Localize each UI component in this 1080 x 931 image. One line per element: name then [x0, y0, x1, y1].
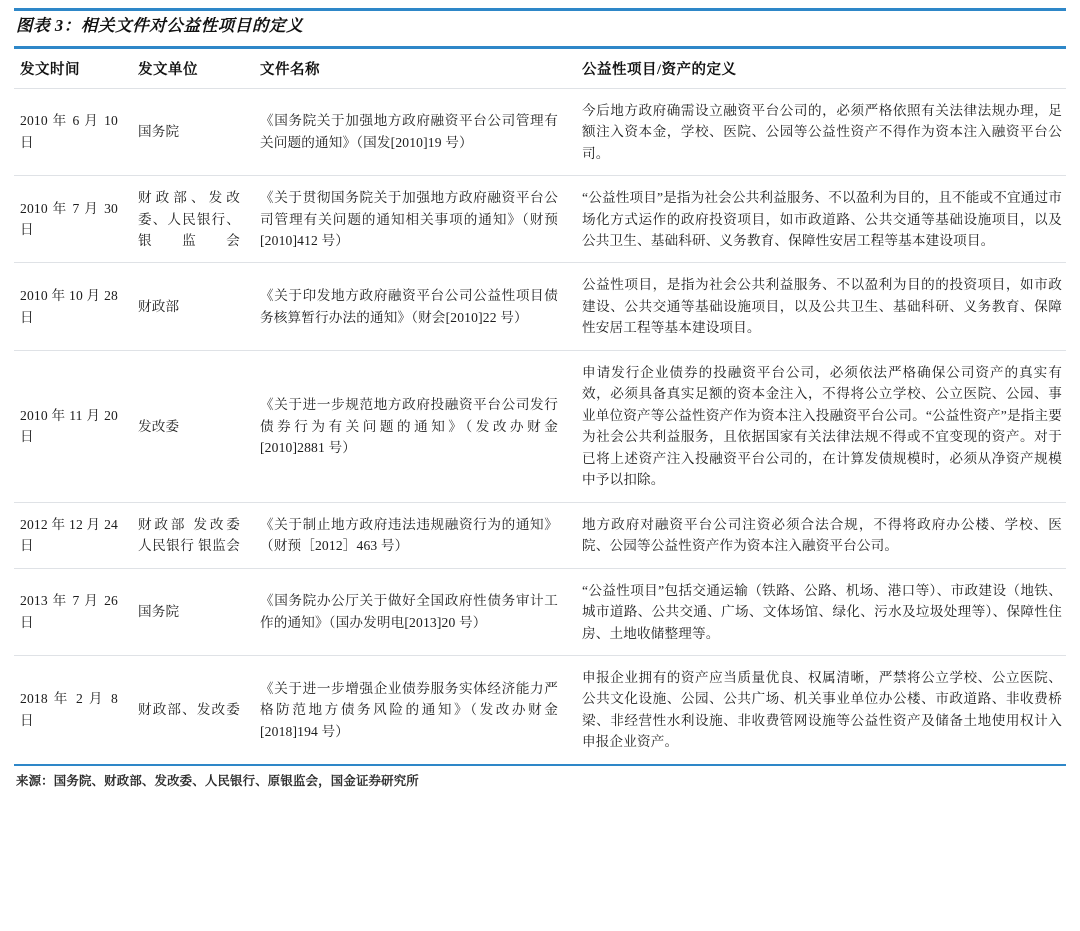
cell-org: 国务院 — [132, 88, 254, 175]
cell-org: 财政部、发改委、人民银行、银监会 — [132, 176, 254, 263]
cell-document: 《关于制止地方政府违法违规融资行为的通知》（财预［2012］463 号） — [254, 502, 576, 568]
cell-definition: 申报企业拥有的资产应当质量优良、权属清晰，严禁将公立学校、公立医院、公共文化设施、公园、公共广场、机关事业单位办公楼、市政道路、非收费桥梁、非经营性水利设施、非收费管网设施等公益性资产及储备土地使用权计入申报企业资产。 — [582, 670, 1062, 750]
cell-document: 《关于印发地方政府融资平台公司公益性项目债务核算暂行办法的通知》（财会[2010]22 号） — [254, 263, 576, 350]
cell-date: 2013 年 7 月 26 日 — [14, 568, 132, 655]
cell-org: 发改委 — [132, 350, 254, 502]
cell-date: 2010 年 11 月 20 日 — [14, 350, 132, 502]
cell-org: 财政部 发改委 人民银行 银监会 — [132, 502, 254, 568]
table-body — [14, 88, 1066, 764]
cell-document: 《国务院办公厅关于做好全国政府性债务审计工作的通知》（国办发明电[2013]20 号） — [254, 568, 576, 655]
cell-definition: “公益性项目”是指为社会公共利益服务、不以盈利为目的，且不能或不宜通过市场化方式运作的政府投资项目，如市政道路、公共交通等基础设施项目，以及公共卫生、基础科研、义务教育、保障性安居工程等基本建设项目。 — [576, 176, 1066, 263]
cell-date: 2010 年 10 月 28 日 — [14, 263, 132, 350]
column-header-date: 发文时间 — [20, 61, 80, 78]
cell-org: 财政部、发改委 — [138, 702, 240, 718]
source-note: 来源：国务院、财政部、发改委、人民银行、原银监会，国金证券研究所 — [16, 773, 419, 788]
column-header-org: 发文单位 — [138, 61, 198, 78]
header-row — [14, 49, 1066, 89]
table-row — [14, 350, 1066, 502]
cell-document: 《关于贯彻国务院关于加强地方政府融资平台公司管理有关问题的通知相关事项的通知》（财预[2010]412 号） — [254, 176, 576, 263]
table-row — [14, 502, 1066, 568]
figure-title: 图表 3：相关文件对公益性项目的定义 — [16, 16, 304, 35]
cell-org: 财政部 — [132, 263, 254, 350]
cell-document: 《国务院关于加强地方政府融资平台公司管理有关问题的通知》（国发[2010]19 号） — [254, 88, 576, 175]
table-row — [14, 656, 1066, 764]
table-row — [14, 88, 1066, 175]
cell-definition: 申请发行企业债券的投融资平台公司，必须依法严格确保公司资产的真实有效，必须具备真实足额的资本金注入，不得将公立学校、公立医院、公园、事业单位资产等公益性资产作为资本注入投融资平台公司。“公益性资产”是指主要为社会公共利益服务，且依据国家有关法律法规不得或不宜变现的资产。对于已将上述资产注入投融资平台公司的，在计算发债规模时，必须从净资产规模中予以扣除。 — [576, 350, 1066, 502]
cell-date: 2010 年 6 月 10 日 — [14, 88, 132, 175]
cell-document: 《关于进一步规范地方政府投融资平台公司发行债券行为有关问题的通知》（发改办财金[2010]2881 号） — [254, 350, 576, 502]
cell-definition: “公益性项目”包括交通运输（铁路、公路、机场、港口等）、市政建设（地铁、城市道路、公共交通、广场、文体场馆、绿化、污水及垃圾处理等）、保障性住房、土地收储整理等。 — [576, 568, 1066, 655]
column-header-def: 公益性项目/资产的定义 — [582, 61, 737, 78]
table-row — [14, 263, 1066, 350]
cell-date: 2018 年 2 月 8 日 — [20, 691, 118, 728]
cell-definition: 公益性项目，是指为社会公共利益服务、不以盈利为目的的投资项目，如市政建设、公共交通等基础设施项目，以及公共卫生、基础科研、义务教育、保障性安居工程等基本建设项目。 — [576, 263, 1066, 350]
table-header — [14, 49, 1066, 89]
cell-org: 国务院 — [132, 568, 254, 655]
figure-sheet — [0, 8, 1080, 931]
table-row — [14, 176, 1066, 263]
table-row — [14, 568, 1066, 655]
cell-definition: 地方政府对融资平台公司注资必须合法合规，不得将政府办公楼、学校、医院、公园等公益性资产作为资本注入融资平台公司。 — [576, 502, 1066, 568]
cell-date: 2010 年 7 月 30 日 — [14, 176, 132, 263]
cell-definition: 今后地方政府确需设立融资平台公司的，必须严格依照有关法律法规办理，足额注入资本金，学校、医院、公园等公益性资产不得作为资本注入融资平台公司。 — [576, 88, 1066, 175]
definitions-table — [14, 49, 1066, 764]
column-header-doc: 文件名称 — [260, 61, 320, 78]
cell-document: 《关于进一步增强企业债券服务实体经济能力严格防范地方债务风险的通知》（发改办财金[2018]194 号） — [260, 680, 558, 739]
cell-date: 2012 年 12 月 24 日 — [14, 502, 132, 568]
